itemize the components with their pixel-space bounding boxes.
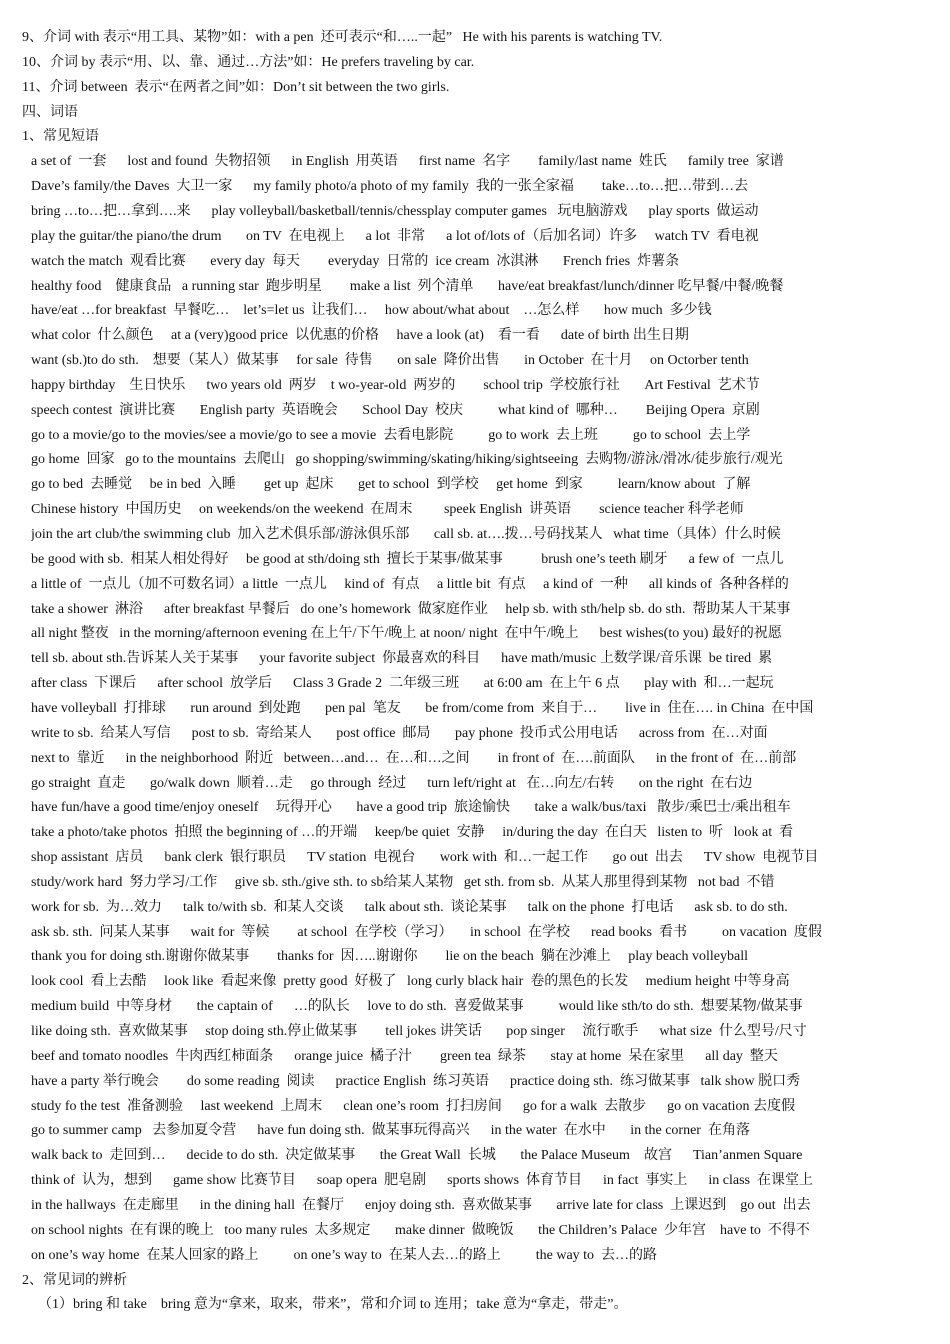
numbered-item: 10、介词 by 表示“用、以、靠、通过…方法”如：He prefers traveling by car. [22,54,475,70]
phrase-line: go to summer camp 去参加夏令营 have fun doing sth. 做某事玩得高兴 in the water 在水中 in the corner 在角落 [31,1123,750,1139]
phrase-line: speech contest 演讲比赛 English party 英语晚会 School Day 校庆 what kind of 哪种… Beijing Opera 京剧 [31,402,760,418]
phrase-line: have volleyball 打排球 run around 到处跑 pen pal 笔友 be from/come from 来自于… live in 住在…. in China 在中国 [31,700,814,716]
phrase-line: shop assistant 店员 bank clerk 银行职员 TV station 电视台 work with 和…一起工作 go out 出去 TV show 电视节目 [31,850,819,866]
phrase-line: next to 靠近 in the neighborhood 附近 between…and… 在…和…之间 in front of 在….前面队 in the front of 在…前部 [31,750,797,766]
phrase-line: medium build 中等身材 the captain of …的队长 love to do sth. 喜爱做某事 would like sth/to do sth. 想要某物/做某事 [31,999,803,1015]
phrase-line: all night 整夜 in the morning/afternoon evening 在上午/下午/晚上 at noon/ night 在中午/晚上 best wishes(to you) 最好的祝愿 [31,626,782,642]
phrase-line: have fun/have a good time/enjoy oneself 玩得开心 have a good trip 旅途愉快 take a walk/bus/taxi 散步/乘巴士/乘出租车 [31,800,791,816]
phrase-line: on school nights 在有课的晚上 too many rules 太多规定 make dinner 做晚饭 the Children’s Palace 少年宫 have to 不得不 [31,1222,810,1238]
phrase-line: play the guitar/the piano/the drum on TV 在电视上 a lot 非常 a lot of/lots of（后加名词）许多 watch TV 看电视 [31,228,759,244]
phrase-line: have/eat …for breakfast 早餐吃… let’s=let us 让我们… how about/what about …怎么样 how much 多少钱 [31,303,712,319]
phrase-line: Dave’s family/the Daves 大卫一家 my family photo/a photo of my family 我的一张全家福 take…to…把…带到…去 [31,179,749,195]
phrase-line: healthy food 健康食品 a running star 跑步明星 make a list 列个清单 have/eat breakfast/lunch/dinner 吃早餐/中餐/晚餐 [31,278,784,294]
phrase-line: go home 回家 go to the mountains 去爬山 go shopping/swimming/skating/hiking/sightseeing 去购物/游泳/滑冰/徒步旅行/观光 [31,452,783,468]
phrase-line: watch the match 观看比赛 every day 每天 everyday 日常的 ice cream 冰淇淋 French fries 炸薯条 [31,253,680,269]
phrase-line: a set of 一套 lost and found 失物招领 in English 用英语 first name 名字 family/last name 姓氏 family tree 家谱 [31,154,784,170]
phrase-line: look cool 看上去酷 look like 看起来像 pretty good 好极了 long curly black hair 卷的黑色的长发 medium height 中等身高 [31,974,790,990]
phrase-line: in the hallways 在走廊里 in the dining hall 在餐厅 enjoy doing sth. 喜欢做某事 arrive late for class 上课迟到 go out 出去 [31,1197,811,1213]
section-heading: 2、常见词的辨析 [22,1272,127,1288]
phrase-line: beef and tomato noodles 牛肉西红柿面条 orange juice 橘子汁 green tea 绿茶 stay at home 呆在家里 all day 整天 [31,1048,778,1064]
phrase-line: study fo the test 准备测验 last weekend 上周末 clean one’s room 打扫房间 go for a walk 去散步 go on vacation 去度假 [31,1098,796,1114]
phrase-line: go to bed 去睡觉 be in bed 入睡 get up 起床 get to school 到学校 get home 到家 learn/know about 了解 [31,477,751,493]
indented-paragraph: （1）bring 和 take bring 意为“拿来，取来，带来”，常和介词 to 连用；take 意为“拿走，带走”。 [38,1297,628,1313]
phrase-line: go straight 直走 go/walk down 顺着…走 go through 经过 turn left/right at 在…向左/右转 on the right 在右边 [31,775,753,791]
phrase-line: Chinese history 中国历史 on weekends/on the weekend 在周末 speek English 讲英语 science teacher 科学老师 [31,502,744,518]
phrase-line: take a photo/take photos 拍照 the beginning of …的开端 keep/be quiet 安静 in/during the day 在白天 listen to 听 look at 看 [31,825,794,841]
phrase-line: what color 什么颜色 at a (very)good price 以优惠的价格 have a look (at) 看一看 date of birth 出生日期 [31,328,689,344]
phrase-line: thank you for doing sth.谢谢你做某事 thanks for 因…..谢谢你 lie on the beach 躺在沙滩上 play beach volleyball [31,949,749,965]
section-heading: 1、常见短语 [22,129,99,145]
section-heading: 四、词语 [22,104,78,120]
phrase-line: work for sb. 为…效力 talk to/with sb. 和某人交谈 talk about sth. 谈论某事 talk on the phone 打电话 ask sb. to do sth. [31,899,788,915]
phrase-line: tell sb. about sth.告诉某人关于某事 your favorite subject 你最喜欢的科目 have math/music 上数学课/音乐课 be tired 累 [31,651,773,667]
phrase-line: like doing sth. 喜欢做某事 stop doing sth.停止做某事 tell jokes 讲笑话 pop singer 流行歌手 what size 什么型号/尺寸 [31,1024,807,1039]
phrase-line: write to sb. 给某人写信 post to sb. 寄给某人 post office 邮局 pay phone 投币式公用电话 across from 在…对面 [31,725,768,741]
numbered-item: 11、介词 between 表示“在两者之间”如：Don’t sit between the two girls. [22,79,450,95]
phrase-line: study/work hard 努力学习/工作 give sb. sth./give sth. to sb给某人某物 get sth. from sb. 从某人那里得到某物 not bad 不错 [31,874,775,890]
phrase-line: have a party 举行晚会 do some reading 阅读 practice English 练习英语 practice doing sth. 练习做某事 talk show 脱口秀 [31,1073,801,1089]
phrase-line: want (sb.)to do sth. 想要（某人）做某事 for sale 待售 on sale 降价出售 in October 在十月 on Octorber tenth [31,353,749,369]
phrase-line: ask sb. sth. 问某人某事 wait for 等候 at school 在学校（学习） in school 在学校 read books 看书 on vacation 度假 [31,924,822,940]
phrase-line: a little of 一点儿（加不可数名词）a little 一点儿 kind of 有点 a little bit 有点 a kind of 一种 all kinds of 各种各样的 [31,576,789,592]
phrase-line: on one’s way home 在某人回家的路上 on one’s way to 在某人去…的路上 the way to 去…的路 [31,1247,658,1263]
phrase-line: go to a movie/go to the movies/see a movie/go to see a movie 去看电影院 go to work 去上班 go to school 去上学 [31,427,751,443]
phrase-line: walk back to 走回到… decide to do sth. 决定做某事 the Great Wall 长城 the Palace Museum 故宫 Tian’anmen Square [31,1148,803,1164]
phrase-line: take a shower 淋浴 after breakfast 早餐后 do one’s homework 做家庭作业 help sb. with sth/help sb. do sth. 帮助某人干某事 [31,601,791,617]
phrase-line: be good with sb. 相某人相处得好 be good at sth/doing sth 擅长于某事/做某事 brush one’s teeth 刷牙 a few of 一点儿 [31,551,784,567]
phrase-line: happy birthday 生日快乐 two years old 两岁 t wo-year-old 两岁的 school trip 学校旅行社 Art Festival 艺术节 [31,377,760,393]
phrase-line: think of 认为，想到 game show 比赛节目 soap opera 肥皂剧 sports shows 体育节目 in fact 事实上 in class 在课堂上 [31,1173,813,1189]
numbered-item: 9、介词 with 表示“用工具、某物”如：with a pen 还可表示“和…..一起” He with his parents is watching TV. [22,30,663,45]
phrase-line: join the art club/the swimming club 加入艺术俱乐部/游泳俱乐部 call sb. at….拨…号码找某人 what time（具体）什么时候 [31,527,781,542]
phrase-line: after class 下课后 after school 放学后 Class 3 Grade 2 二年级三班 at 6:00 am 在上午 6 点 play with 和…一起玩 [31,676,774,692]
phrase-line: bring …to…把…拿到….来 play volleyball/basketball/tennis/chessplay computer games 玩电脑游戏 play sports 做运动 [31,203,759,219]
